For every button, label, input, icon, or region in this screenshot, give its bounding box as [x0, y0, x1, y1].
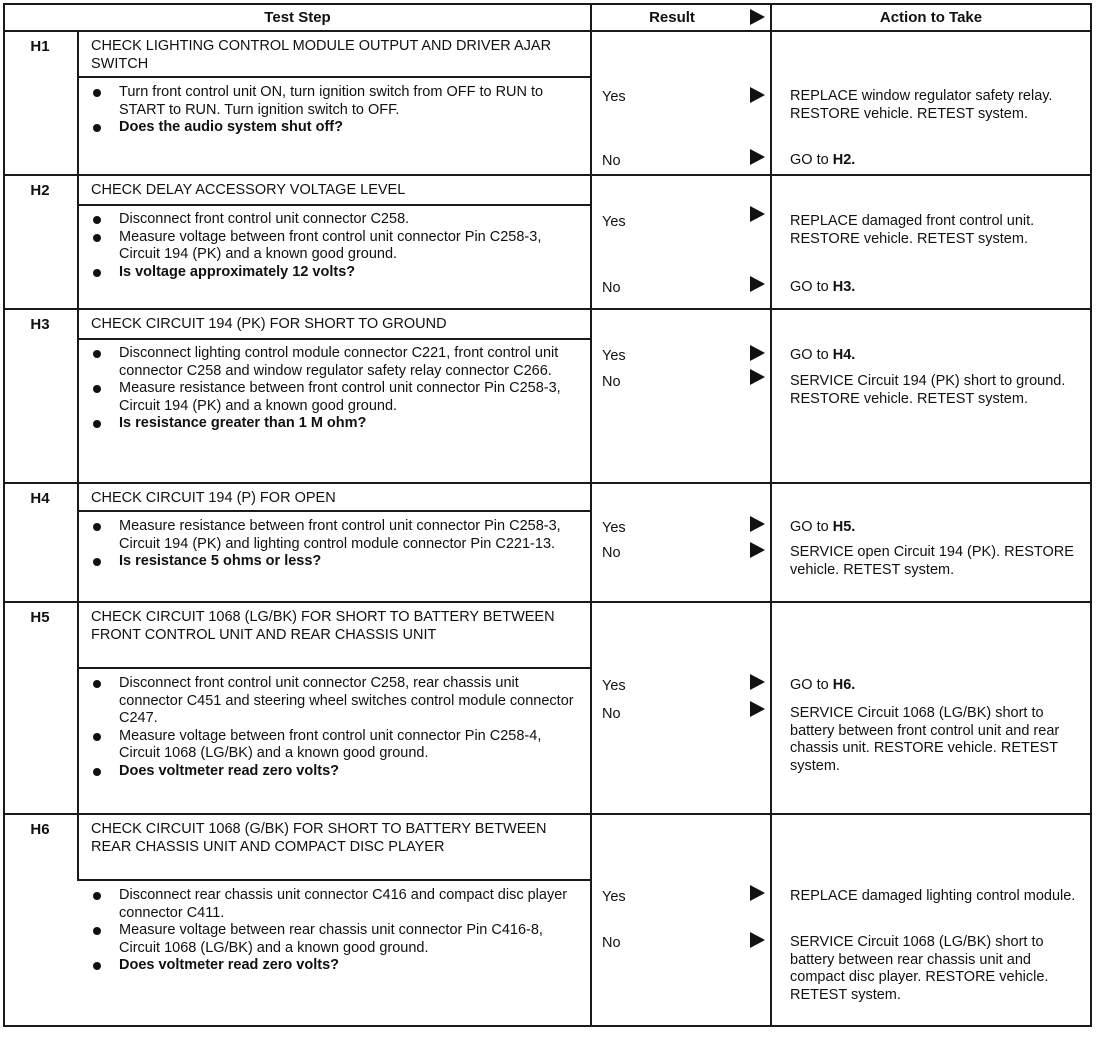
bullet-text: Does the audio system shut off?: [119, 119, 343, 135]
bullet-question: [91, 119, 579, 137]
bullet-text: Does voltmeter read zero volts?: [119, 957, 339, 973]
bullet-item: [91, 728, 579, 763]
bullet-item: [91, 887, 579, 922]
step-bullets: [91, 211, 579, 281]
action-prefix: GO to: [790, 152, 833, 168]
step-id-divider: [77, 484, 79, 601]
header-result: Result: [649, 9, 695, 26]
bullet-icon: [93, 385, 101, 393]
step-id: H1: [30, 38, 50, 55]
result-no: No: [602, 935, 621, 951]
bullet-icon: [93, 558, 101, 566]
bullet-item: [91, 518, 579, 553]
step-title: CHECK LIGHTING CONTROL MODULE OUTPUT AND DRIVER AJAR SWITCH: [91, 38, 552, 72]
arrow-icon: [750, 885, 765, 901]
result-yes: Yes: [602, 89, 626, 105]
bullet-question: [91, 763, 579, 781]
arrow-icon: [750, 149, 765, 165]
bullet-question: [91, 415, 579, 433]
result-no: No: [602, 706, 621, 722]
step-id: H2: [30, 182, 50, 199]
step-h2: [5, 176, 1090, 310]
action-target: H3.: [832, 279, 856, 295]
bullet-text: Measure voltage between rear chassis unit connector Pin C416-8, Circuit 1068 (LG/BK) and a known good ground.: [119, 922, 543, 956]
bullet-icon: [93, 962, 101, 970]
header-action: Action to Take: [879, 9, 983, 26]
step-id: H4: [30, 490, 50, 507]
bullet-item: [91, 84, 579, 119]
title-underline: [77, 667, 592, 669]
step-id: H3: [30, 316, 50, 333]
title-underline: [77, 204, 592, 206]
action-prefix: GO to: [790, 677, 833, 693]
action-yes: [790, 677, 1086, 695]
title-underline: [77, 76, 592, 78]
table-header: [5, 5, 1090, 32]
step-id: H5: [30, 609, 50, 626]
bullet-text: Is resistance greater than 1 M ohm?: [119, 415, 367, 431]
action-prefix: GO to: [790, 519, 833, 535]
step-h5: [5, 603, 1090, 815]
bullet-text: Measure resistance between front control unit connector Pin C258-3, Circuit 194 (PK) and a known good ground.: [119, 380, 561, 414]
bullet-item: [91, 211, 579, 229]
result-yes: Yes: [602, 678, 626, 694]
action-target: H6.: [832, 677, 856, 693]
action-prefix: GO to: [790, 279, 833, 295]
bullet-question: [91, 957, 579, 975]
diagnostic-table: [3, 3, 1092, 1027]
bullet-text: Disconnect rear chassis unit connector C416 and compact disc player connector C411.: [119, 887, 568, 921]
arrow-icon: [750, 206, 765, 222]
action-no: SERVICE open Circuit 194 (PK). RESTORE vehicle. RETEST system.: [790, 544, 1074, 578]
bullet-text: Disconnect front control unit connector C258, rear chassis unit connector C451 and steering wheel switches control module connector C247.: [119, 675, 574, 726]
step-bullets: [91, 675, 579, 780]
bullet-icon: [93, 733, 101, 741]
result-no: No: [602, 153, 621, 169]
arrow-icon: [750, 701, 765, 717]
bullet-text: Is resistance 5 ohms or less?: [119, 553, 322, 569]
bullet-icon: [93, 350, 101, 358]
step-id-divider: [77, 310, 79, 482]
title-underline: [77, 510, 592, 512]
bullet-icon: [93, 89, 101, 97]
step-bullets: [91, 345, 579, 433]
arrow-icon: [750, 516, 765, 532]
step-title: CHECK DELAY ACCESSORY VOLTAGE LEVEL: [91, 182, 406, 198]
action-yes: REPLACE damaged front control unit. RESTORE vehicle. RETEST system.: [790, 213, 1035, 247]
action-prefix: GO to: [790, 347, 833, 363]
action-no: SERVICE Circuit 1068 (LG/BK) short to battery between front control unit and rear chassis unit. RESTORE vehicle. RETEST system.: [790, 705, 1060, 774]
bullet-text: Disconnect front control unit connector C258.: [119, 211, 410, 227]
bullet-text: Measure voltage between front control unit connector Pin C258-3, Circuit 194 (PK) and a known good ground.: [119, 228, 542, 262]
arrow-icon: [750, 674, 765, 690]
step-h1: [5, 32, 1090, 176]
arrow-icon: [750, 87, 765, 103]
result-yes: Yes: [602, 889, 626, 905]
step-id-divider: [77, 815, 79, 879]
bullet-icon: [93, 680, 101, 688]
bullet-item: [91, 922, 579, 957]
bullet-icon: [93, 927, 101, 935]
action-no: SERVICE Circuit 1068 (LG/BK) short to battery between rear chassis unit and compact disc player. RESTORE vehicle. RETEST system.: [790, 934, 1049, 1003]
step-bullets: [91, 518, 579, 571]
title-underline: [77, 338, 592, 340]
result-yes: Yes: [602, 214, 626, 230]
bullet-item: [91, 675, 579, 728]
result-yes: Yes: [602, 520, 626, 536]
step-h4: [5, 484, 1090, 603]
result-no: No: [602, 545, 621, 561]
bullet-icon: [93, 269, 101, 277]
action-target: H2.: [832, 152, 856, 168]
bullet-icon: [93, 523, 101, 531]
action-no: SERVICE Circuit 194 (PK) short to ground. RESTORE vehicle. RETEST system.: [790, 373, 1066, 407]
bullet-icon: [93, 234, 101, 242]
bullet-text: Measure resistance between front control unit connector Pin C258-3, Circuit 194 (PK) and lighting control module connector Pin C221-13.: [119, 518, 561, 552]
arrow-icon: [750, 345, 765, 361]
header-arrow-icon: [750, 9, 765, 25]
bullet-text: Does voltmeter read zero volts?: [119, 762, 339, 779]
step-title: CHECK CIRCUIT 194 (P) FOR OPEN: [91, 490, 336, 506]
action-target: H5.: [832, 519, 856, 535]
bullet-item: [91, 345, 579, 380]
bullet-question: [91, 553, 579, 571]
action-yes: REPLACE window regulator safety relay. RESTORE vehicle. RETEST system.: [790, 88, 1053, 122]
header-test-step: Test Step: [264, 9, 331, 26]
step-h3: [5, 310, 1090, 484]
bullet-text: Turn front control unit ON, turn ignition switch from OFF to RUN to START to RUN. Turn ignition switch to OFF.: [119, 84, 544, 118]
result-yes: Yes: [602, 348, 626, 364]
bullet-icon: [93, 420, 101, 428]
step-title: CHECK CIRCUIT 194 (PK) FOR SHORT TO GROUND: [91, 316, 447, 332]
step-id-divider: [77, 603, 79, 813]
bullet-text: Is voltage approximately 12 volts?: [119, 263, 356, 280]
title-underline: [77, 879, 592, 881]
action-no: [790, 152, 1086, 170]
action-yes: [790, 519, 1086, 537]
bullet-icon: [93, 768, 101, 776]
bullet-icon: [93, 892, 101, 900]
bullet-icon: [93, 124, 101, 132]
step-id-divider: [77, 176, 79, 308]
action-target: H4.: [832, 347, 856, 363]
arrow-icon: [750, 276, 765, 292]
step-h6: [5, 815, 1090, 1025]
arrow-icon: [750, 369, 765, 385]
bullet-item: [91, 229, 579, 264]
arrow-icon: [750, 542, 765, 558]
arrow-icon: [750, 932, 765, 948]
step-title: CHECK CIRCUIT 1068 (G/BK) FOR SHORT TO BATTERY BETWEEN REAR CHASSIS UNIT AND COMPACT DISC PLAYER: [91, 821, 547, 855]
action-no: [790, 279, 1086, 297]
step-id-divider: [77, 32, 79, 174]
bullet-text: Measure voltage between front control unit connector Pin C258-4, Circuit 1068 (LG/BK) and a known good ground.: [119, 727, 542, 761]
bullet-item: [91, 380, 579, 415]
bullet-icon: [93, 216, 101, 224]
step-id: H6: [30, 821, 50, 838]
result-no: No: [602, 280, 621, 296]
bullet-text: Disconnect lighting control module connector C221, front control unit connector C258 and window regulator safety relay connector C266.: [119, 345, 559, 379]
result-no: No: [602, 374, 621, 390]
step-bullets: [91, 887, 579, 975]
step-bullets: [91, 84, 579, 137]
bullet-question: [91, 264, 579, 282]
action-yes: [790, 347, 1086, 365]
step-title: CHECK CIRCUIT 1068 (LG/BK) FOR SHORT TO BATTERY BETWEEN FRONT CONTROL UNIT AND REAR CHASSIS UNIT: [91, 609, 555, 643]
action-yes: REPLACE damaged lighting control module.: [790, 888, 1076, 904]
